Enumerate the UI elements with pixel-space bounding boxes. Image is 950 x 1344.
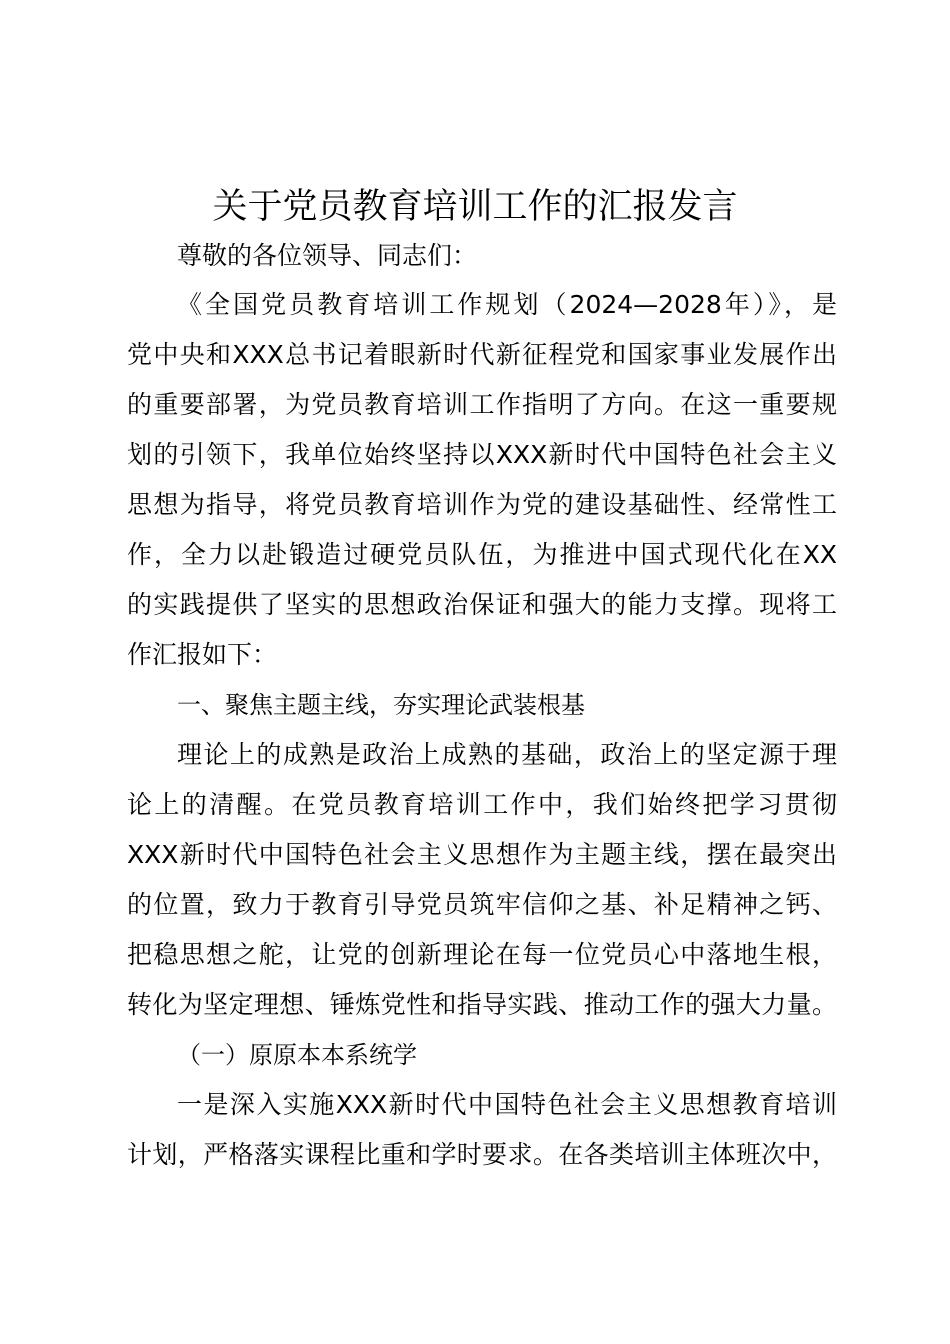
subsection-heading: （一）原原本本系统学 [177,1041,417,1069]
paragraph-line: XXX新时代中国特色社会主义思想作为主题主线，摆在最突出 [127,840,837,869]
paragraph-line: 的实践提供了坚实的思想政治保证和强大的能力支撑。现将工 [127,590,837,619]
section-heading: 一、聚焦主题主线，夯实理论武装根基 [177,691,585,719]
paragraph-line: 作汇报如下： [127,640,278,669]
paragraph-line: 《全国党员教育培训工作规划（2024—2028年）》，是 [177,290,837,319]
paragraph-line: 的位置，致力于教育引导党员筑牢信仰之基、补足精神之钙、 [127,890,837,919]
paragraph-line: 把稳思想之舵，让党的创新理论在每一位党员心中落地生根， [127,940,837,969]
document-title: 关于党员教育培训工作的汇报发言 [212,187,738,227]
paragraph-line: 思想为指导，将党员教育培训作为党的建设基础性、经常性工 [127,490,837,519]
paragraph-line: 的重要部署，为党员教育培训工作指明了方向。在这一重要规 [127,390,837,419]
paragraph-line: 划的引领下，我单位始终坚持以XXX新时代中国特色社会主义 [127,440,837,469]
paragraph-line: 党中央和XXX总书记着眼新时代新征程党和国家事业发展作出 [127,340,837,369]
paragraph-line: 作，全力以赴锻造过硬党员队伍，为推进中国式现代化在XX [127,540,837,569]
paragraph-line: 一是深入实施XXX新时代中国特色社会主义思想教育培训 [177,1090,837,1119]
paragraph-line: 计划，严格落实课程比重和学时要求。在各类培训主体班次中， [127,1140,837,1169]
paragraph-line: 论上的清醒。在党员教育培训工作中，我们始终把学习贯彻 [127,790,837,819]
salutation: 尊敬的各位领导、同志们： [177,241,478,270]
paragraph-line: 转化为坚定理想、锤炼党性和指导实践、推动工作的强大力量。 [127,990,837,1019]
paragraph-line: 理论上的成熟是政治上成熟的基础，政治上的坚定源于理 [177,740,837,769]
